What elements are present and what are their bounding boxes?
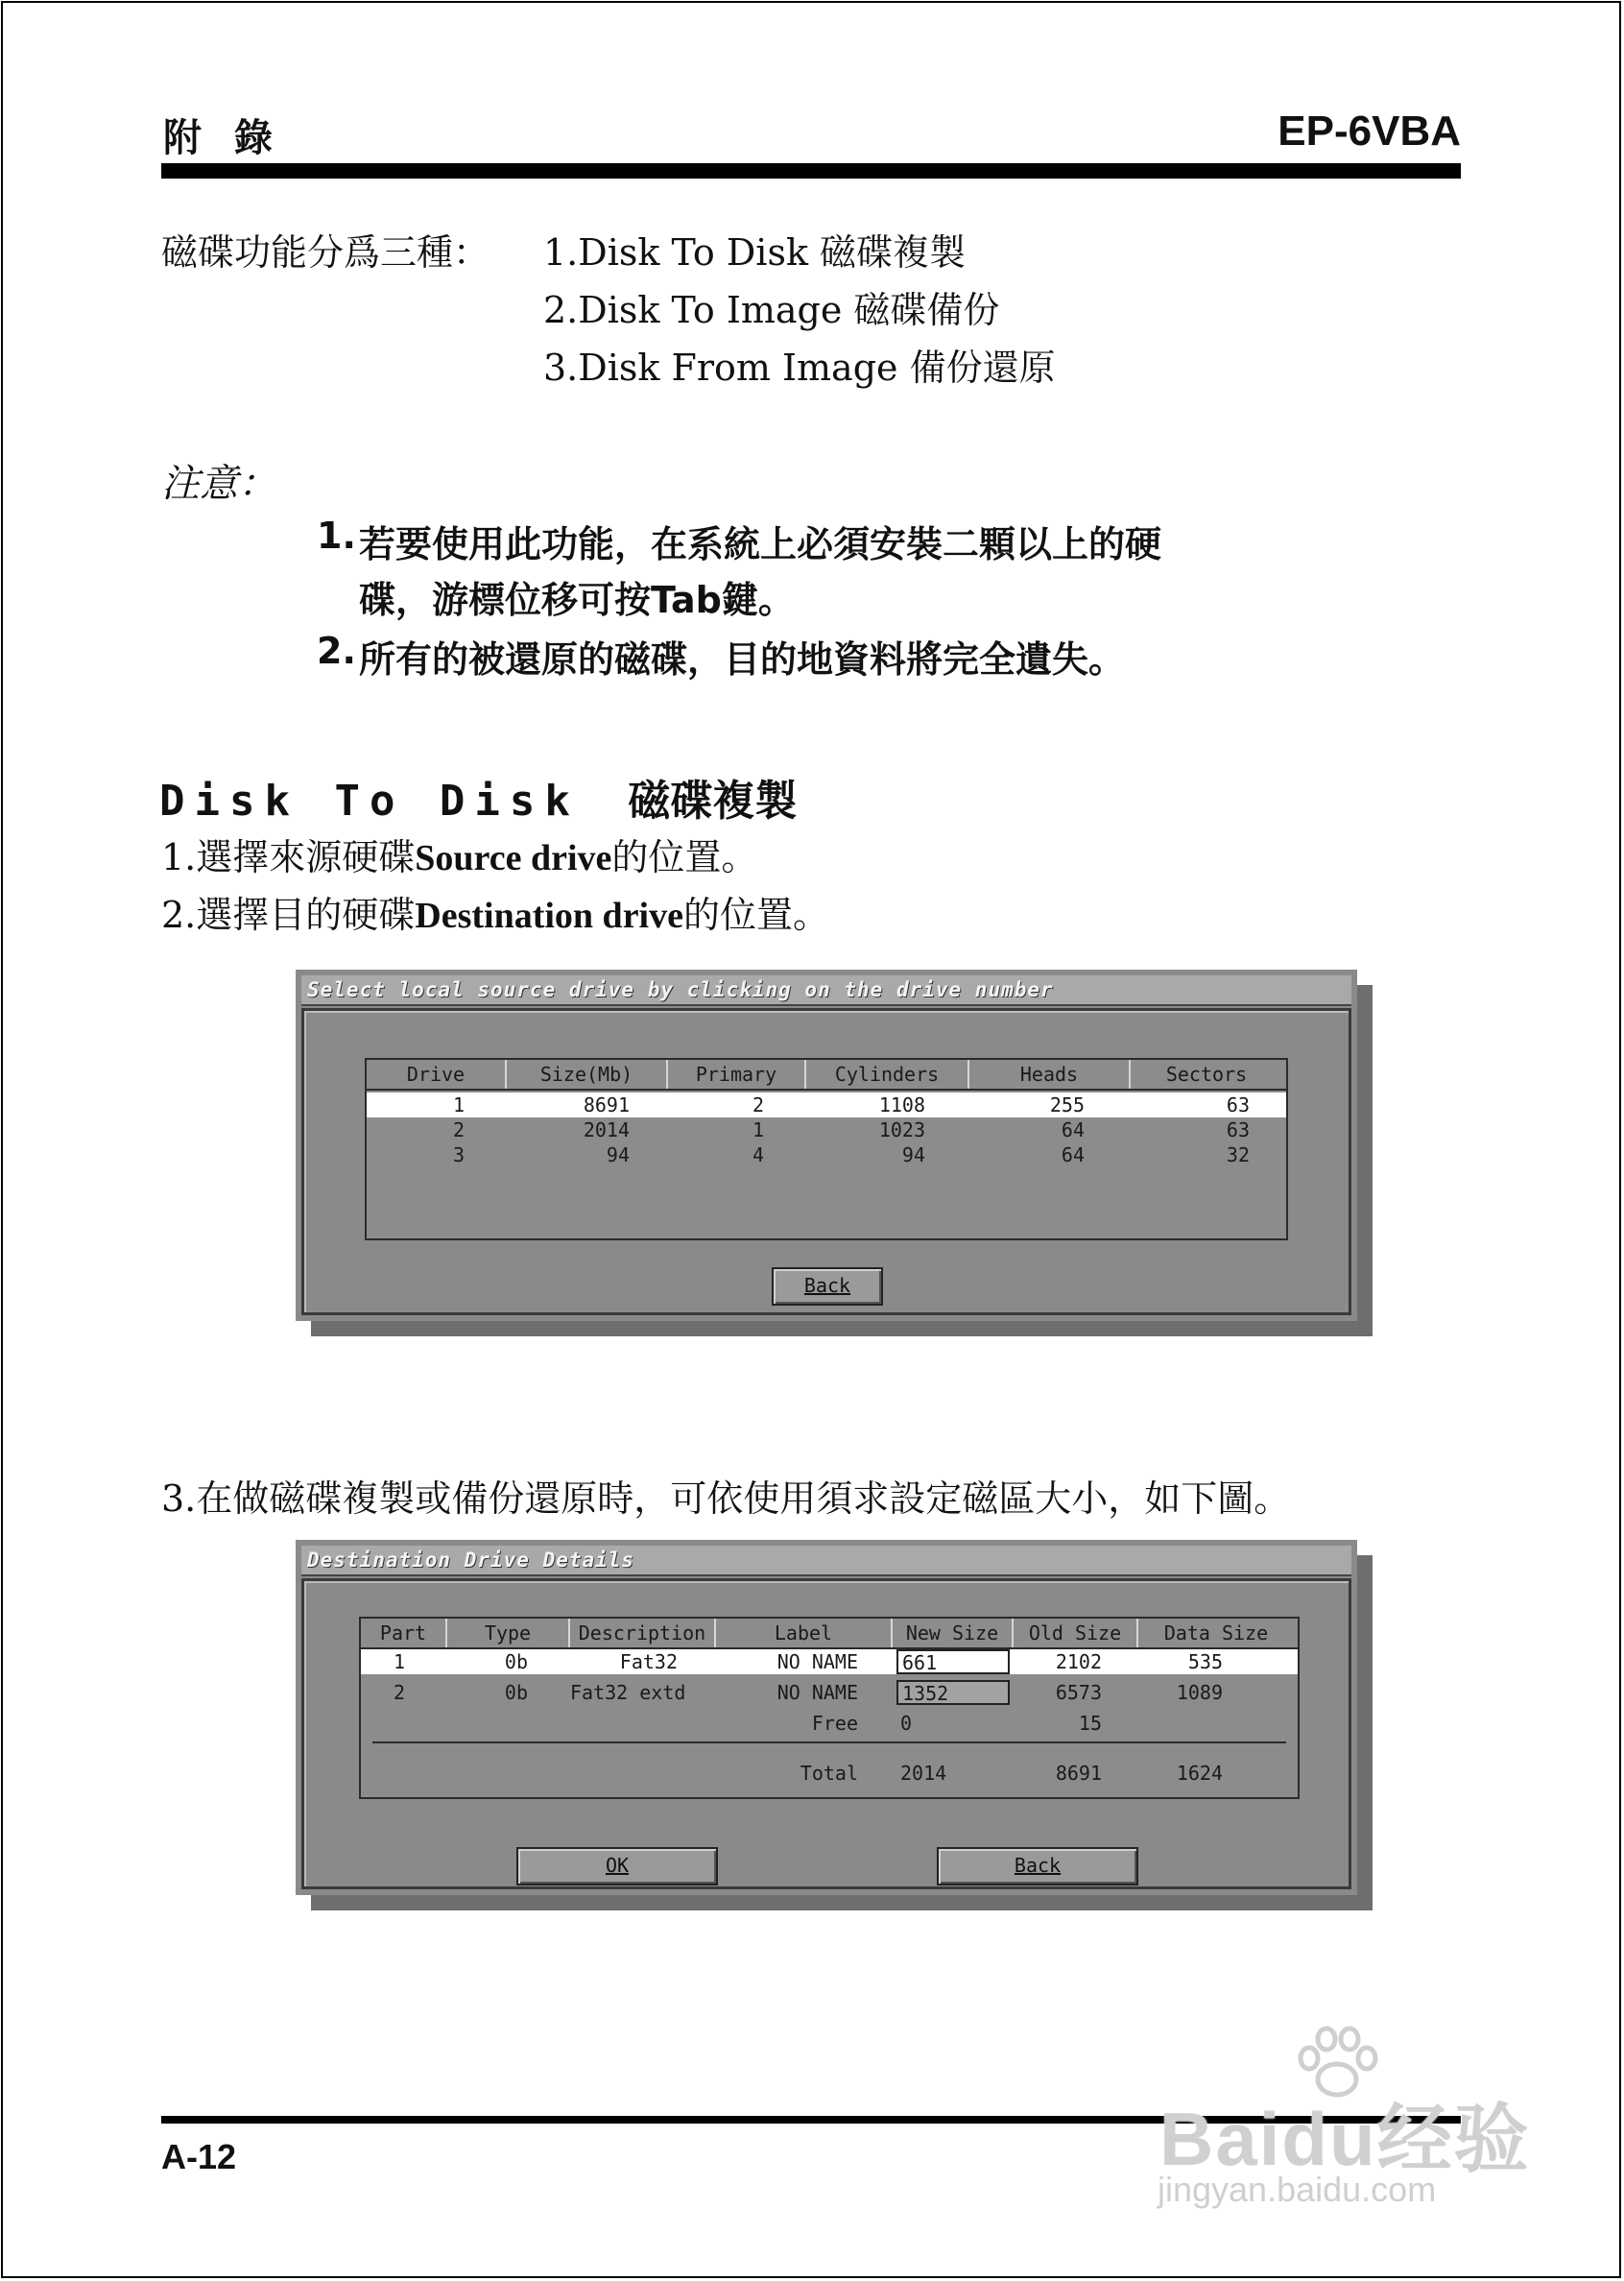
source-drive-dialog-title: Select local source drive by clicking on the drive number <box>301 975 1351 1006</box>
cell-cylinders: 1108 <box>878 1093 925 1116</box>
drive-table-header <box>367 1060 1286 1091</box>
drive-row-3[interactable] <box>367 1142 1286 1167</box>
intro-item-3: 3.Disk From Image 備份還原 <box>543 347 1056 389</box>
note-title: 注意： <box>161 462 276 506</box>
baidu-watermark <box>1150 2026 1534 2218</box>
section-title-latin: Disk To Disk <box>159 777 580 826</box>
partition-row-total <box>361 1761 1298 1786</box>
note-2-number: 2. <box>317 630 356 672</box>
dialog-shadow <box>1357 985 1373 1336</box>
new-size-input[interactable]: 661 <box>896 1649 1010 1674</box>
column-header-description: Description <box>570 1619 716 1647</box>
drive-row-1[interactable] <box>367 1092 1286 1117</box>
column-header-new-size: New Size <box>893 1619 1014 1647</box>
note-1-number: 1. <box>317 515 356 557</box>
cell-label: NO NAME <box>776 1681 858 1704</box>
total-old-size: 8691 <box>1055 1762 1102 1785</box>
step-3: 3.在做磁碟複製或備份還原時，可依使用須求設定磁區大小，如下圖。 <box>161 1477 1291 1520</box>
chapter-title: 附 錄 <box>163 116 282 160</box>
cell-description: Fat32 extd <box>570 1681 686 1704</box>
column-header-old-size: Old Size <box>1014 1619 1138 1647</box>
cell-data-size: 1089 <box>1176 1681 1223 1704</box>
cell-heads: 255 <box>1049 1093 1085 1116</box>
cell-old-size: 2102 <box>1055 1650 1102 1673</box>
column-header-size: Size(Mb) <box>507 1060 668 1089</box>
header-rule <box>161 163 1461 179</box>
cell-part: 1 <box>393 1650 405 1673</box>
total-label: Total <box>800 1762 858 1785</box>
intro-item-1: 1.Disk To Disk 磁碟複製 <box>543 231 967 274</box>
intro-lead: 磁碟功能分爲三種： <box>161 231 490 274</box>
column-header-type: Type <box>447 1619 570 1647</box>
watermark-url: jingyan.baidu.com <box>1158 2170 1437 2209</box>
step-1 <box>161 828 757 880</box>
cell-size: 8691 <box>583 1093 630 1116</box>
back-button[interactable]: Back <box>772 1267 883 1306</box>
drive-row-2[interactable] <box>367 1117 1286 1142</box>
note-1-line-1: 若要使用此功能，在系統上必須安裝二顆以上的硬 <box>359 523 1162 565</box>
model-name: EP-6VBA <box>1278 108 1461 155</box>
step-2-prefix: 2.選擇目的硬碟 <box>161 894 416 936</box>
note-1-line-2: 碟，游標位移可按Tab鍵。 <box>359 579 795 621</box>
cell-drive: 2 <box>452 1118 465 1141</box>
column-header-label: Label <box>716 1619 893 1647</box>
cell-primary: 2 <box>752 1093 764 1116</box>
column-header-heads: Heads <box>969 1060 1131 1089</box>
cell-label: NO NAME <box>776 1650 858 1673</box>
column-header-primary: Primary <box>668 1060 806 1089</box>
note-2-text: 所有的被還原的磁碟，目的地資料將完全遺失。 <box>359 638 1126 681</box>
step-2-term: Destination drive <box>415 896 683 936</box>
back-button[interactable]: Back <box>937 1847 1138 1885</box>
step-1-prefix: 1.選擇來源硬碟 <box>161 836 416 878</box>
totals-divider <box>372 1741 1286 1743</box>
cell-sectors: 63 <box>1226 1093 1250 1116</box>
cell-part: 2 <box>393 1681 405 1704</box>
ok-button[interactable]: OK <box>516 1847 718 1885</box>
cell-type: 0b <box>504 1650 528 1673</box>
free-new-size: 0 <box>900 1712 913 1735</box>
cell-drive: 3 <box>452 1143 465 1166</box>
dialog-shadow <box>1357 1555 1373 1910</box>
partition-row-free <box>361 1711 1298 1736</box>
page-number: A-12 <box>161 2137 237 2176</box>
step-2 <box>161 885 829 938</box>
total-data-size: 1624 <box>1176 1762 1223 1785</box>
cell-type: 0b <box>504 1681 528 1704</box>
cell-size: 2014 <box>583 1118 630 1141</box>
destination-details-dialog-title: Destination Drive Details <box>301 1546 1351 1576</box>
cell-sectors: 32 <box>1226 1143 1250 1166</box>
cell-cylinders: 94 <box>901 1143 925 1166</box>
step-1-suffix: 的位置。 <box>611 836 758 878</box>
watermark-brand: Baidu经验 <box>1159 2097 1531 2181</box>
free-label: Free <box>811 1712 858 1735</box>
column-header-data-size: Data Size <box>1163 1621 1269 1645</box>
cell-primary: 1 <box>752 1118 764 1141</box>
cell-data-size: 535 <box>1187 1650 1223 1673</box>
section-title <box>159 766 797 828</box>
dialog-shadow <box>311 1895 1373 1910</box>
column-header-cylinders: Cylinders <box>806 1060 969 1089</box>
partition-row-2[interactable] <box>361 1680 1298 1705</box>
free-old-size: 15 <box>1078 1712 1102 1735</box>
section-title-cjk: 磁碟複製 <box>628 777 798 826</box>
partition-row-1[interactable] <box>361 1649 1298 1674</box>
drive-table <box>365 1058 1288 1240</box>
cell-drive: 1 <box>452 1093 465 1116</box>
partition-table-header <box>361 1619 1298 1649</box>
cell-old-size: 6573 <box>1055 1681 1102 1704</box>
cell-sectors: 63 <box>1226 1118 1250 1141</box>
step-2-suffix: 的位置。 <box>682 894 829 936</box>
cell-size: 94 <box>606 1143 630 1166</box>
partition-table <box>359 1617 1300 1799</box>
intro-item-2: 2.Disk To Image 磁碟備份 <box>543 289 1000 331</box>
cell-description: Fat32 <box>619 1650 678 1673</box>
source-drive-dialog <box>296 970 1357 1321</box>
cell-cylinders: 1023 <box>878 1118 925 1141</box>
destination-details-dialog <box>296 1540 1357 1895</box>
column-header-sectors: Sectors <box>1165 1063 1248 1086</box>
cell-heads: 64 <box>1061 1118 1085 1141</box>
step-1-term: Source drive <box>415 838 612 878</box>
column-header-drive: Drive <box>367 1060 507 1089</box>
dialog-shadow <box>311 1321 1373 1336</box>
page-header <box>161 104 1461 165</box>
new-size-input[interactable]: 1352 <box>896 1680 1010 1705</box>
total-new-size: 2014 <box>900 1762 947 1785</box>
cell-heads: 64 <box>1061 1143 1085 1166</box>
cell-primary: 4 <box>752 1143 764 1166</box>
column-header-part: Part <box>361 1619 447 1647</box>
